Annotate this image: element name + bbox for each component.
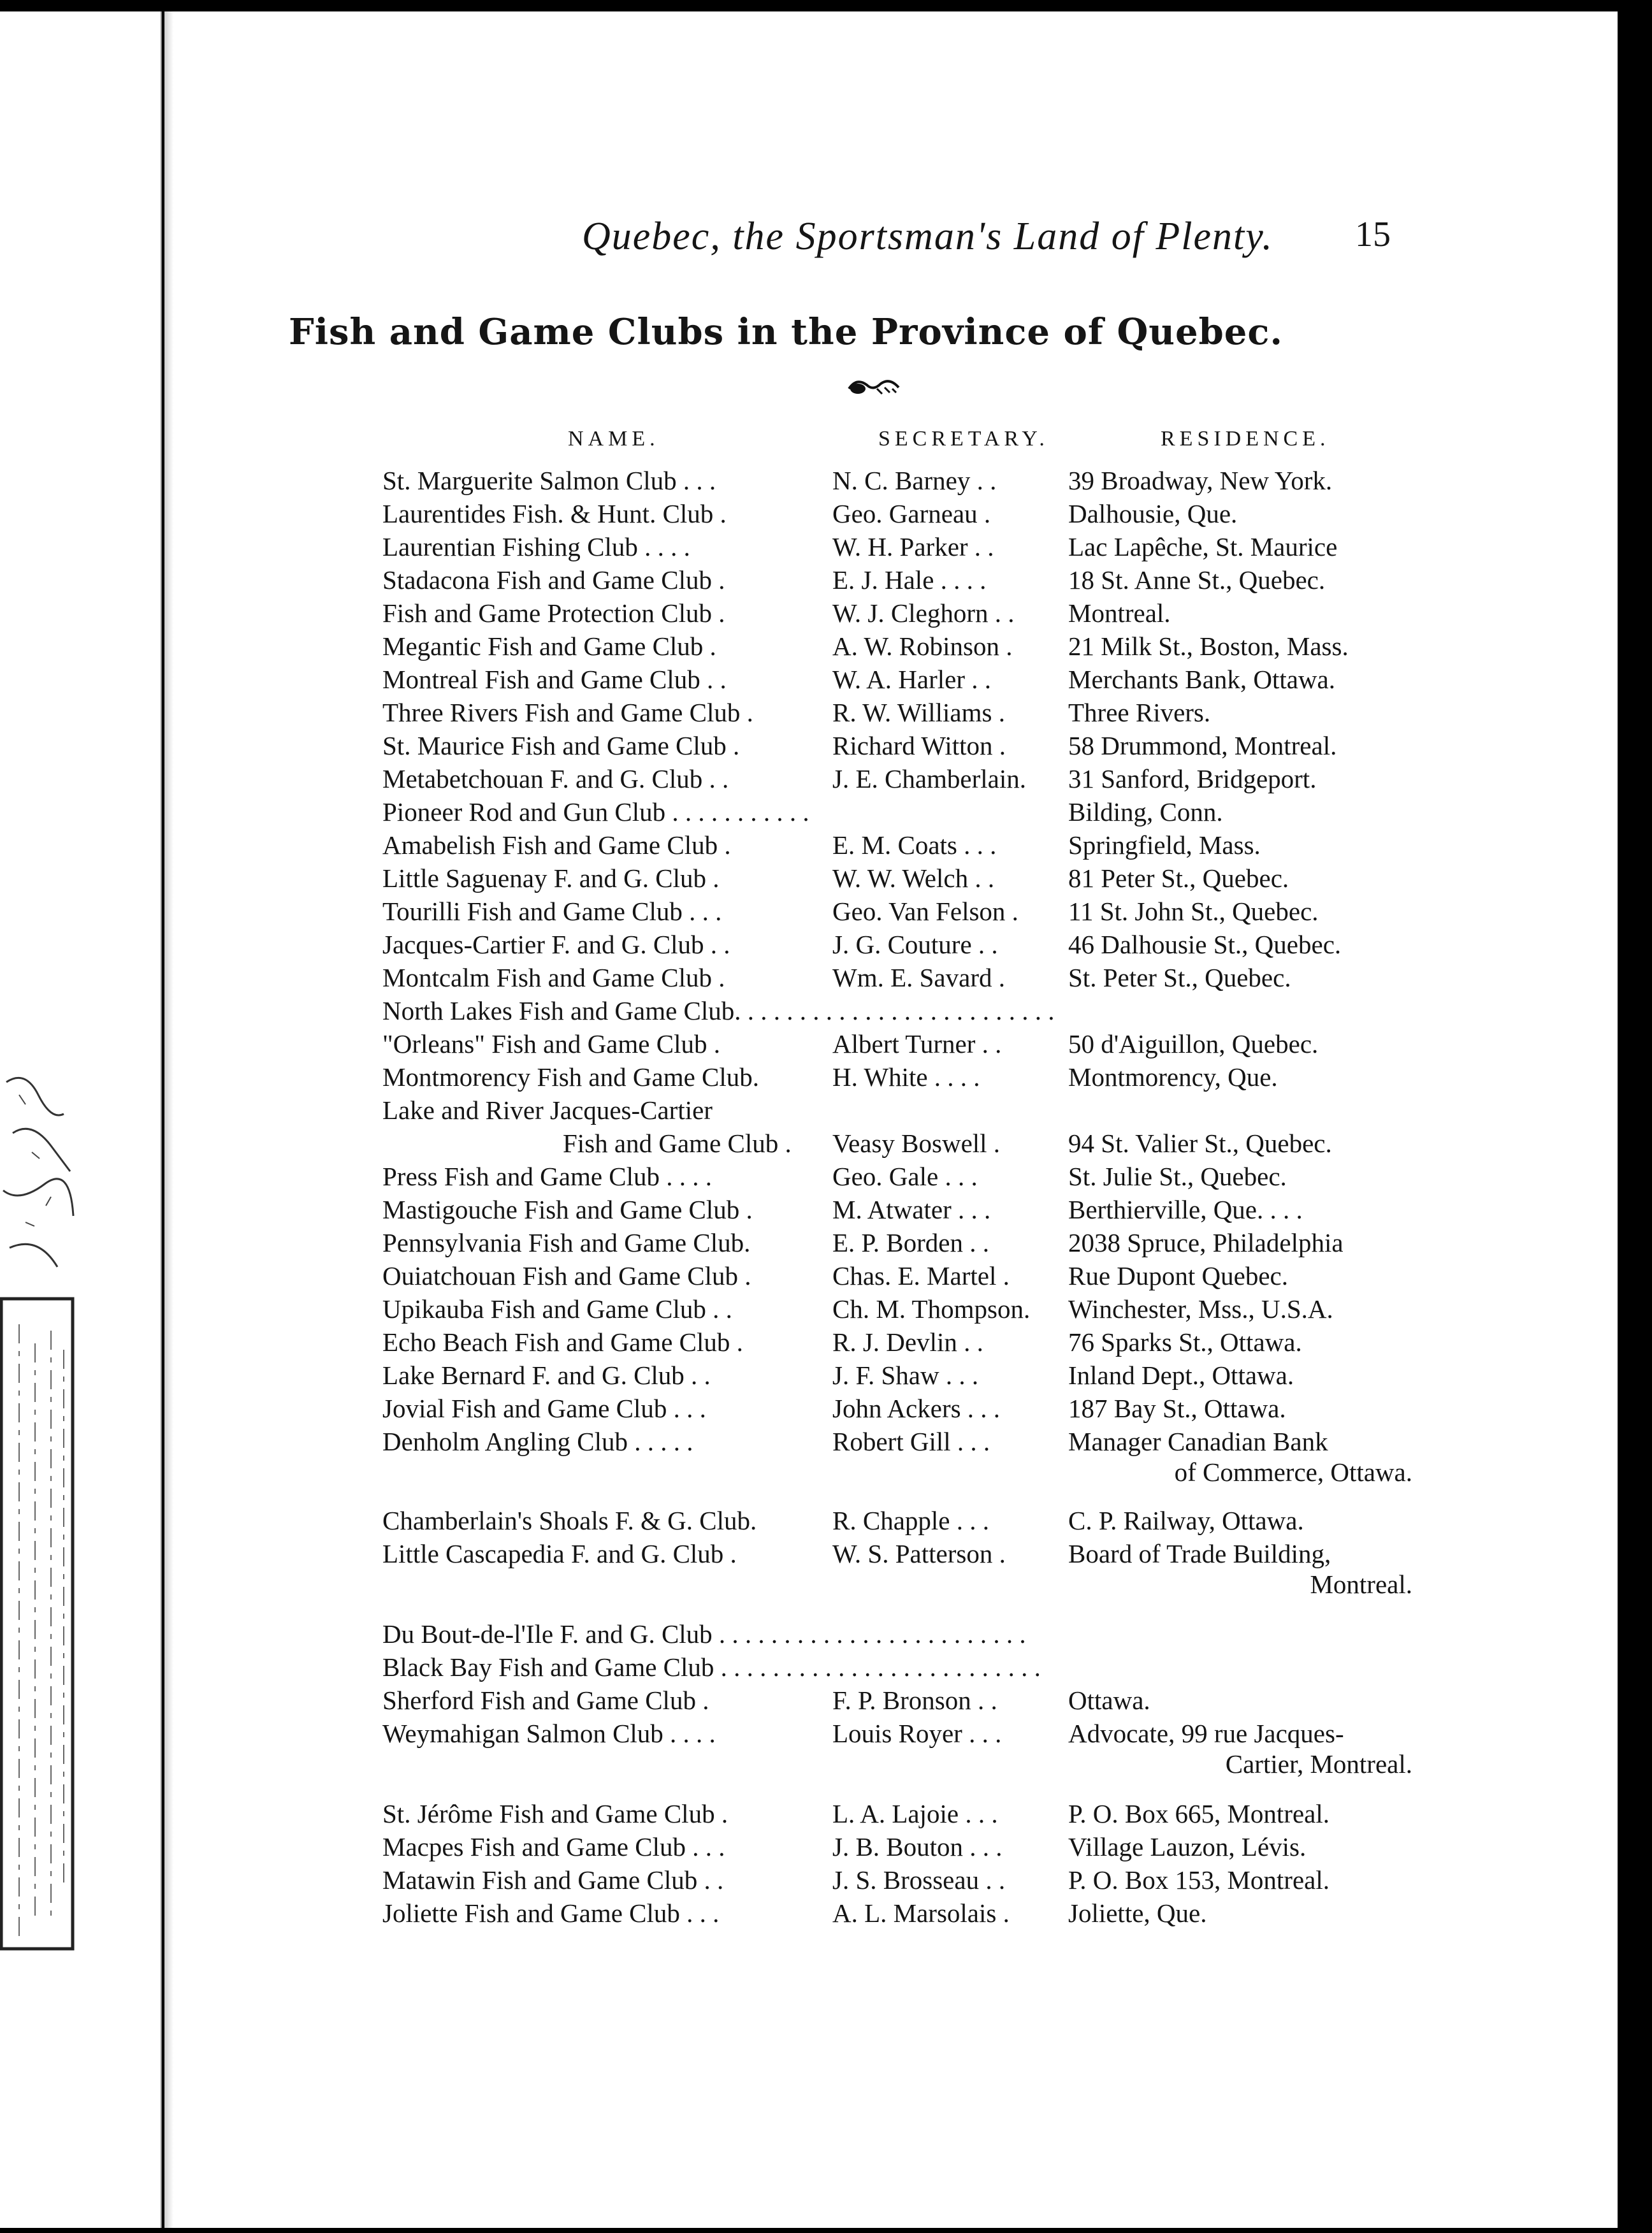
club-name: Mastigouche Fish and Game Club .	[382, 1195, 753, 1224]
club-name: Lake Bernard F. and G. Club . .	[382, 1361, 711, 1390]
table-row	[164, 1829, 1618, 1865]
table-row	[164, 1682, 1618, 1718]
residence-address: 50 d'Aiguillon, Quebec.	[1068, 1029, 1319, 1059]
secretary-name: Chas. E. Martel .	[832, 1261, 1010, 1290]
club-name: Echo Beach Fish and Game Club .	[382, 1327, 743, 1357]
residence-address: 94 St. Valier St., Quebec.	[1068, 1129, 1332, 1158]
residence-address: Montmorency, Que.	[1068, 1062, 1278, 1092]
residence-address: 31 Sanford, Bridgeport.	[1068, 764, 1317, 793]
club-name: Montreal Fish and Game Club . .	[382, 665, 727, 694]
residence-address: St. Julie St., Quebec.	[1068, 1162, 1287, 1191]
table-row	[164, 1649, 1618, 1685]
club-name: Ouiatchouan Fish and Game Club .	[382, 1261, 751, 1290]
secretary-name: L. A. Lajoie . . .	[832, 1799, 998, 1828]
residence-address: of Commerce, Ottawa.	[1174, 1457, 1412, 1487]
secretary-name: W. H. Parker . .	[832, 532, 994, 561]
club-name: Fish and Game Club .	[563, 1129, 792, 1158]
residence-address: Advocate, 99 rue Jacques-	[1068, 1719, 1344, 1748]
residence-address: Lac Lapêche, St. Maurice	[1068, 532, 1338, 561]
club-name: Stadacona Fish and Game Club .	[382, 565, 725, 595]
table-row	[164, 761, 1618, 797]
secretary-name: W. A. Harler . .	[832, 665, 991, 694]
table-row	[164, 728, 1618, 763]
table-row	[164, 661, 1618, 697]
column-header-residence: RESIDENCE.	[1161, 427, 1330, 451]
club-name: Jovial Fish and Game Club . . .	[382, 1394, 706, 1423]
club-name: Pennsylvania Fish and Game Club.	[382, 1228, 751, 1257]
residence-address: 2038 Spruce, Philadelphia	[1068, 1228, 1344, 1257]
table-row	[164, 463, 1618, 498]
running-title: Quebec, the Sportsman's Land of Plenty.	[582, 215, 1273, 258]
table-row	[164, 1092, 1618, 1128]
club-name: Upikauba Fish and Game Club . .	[382, 1294, 732, 1324]
club-name: Press Fish and Game Club . . . .	[382, 1162, 713, 1191]
secretary-name: E. M. Coats . . .	[832, 830, 997, 860]
residence-address: Montreal.	[1068, 598, 1171, 628]
secretary-name: E. J. Hale . . . .	[832, 565, 987, 595]
secretary-name: J. B. Bouton . . .	[832, 1832, 1003, 1861]
secretary-name: R. W. Williams .	[832, 698, 1005, 727]
residence-address: Inland Dept., Ottawa.	[1068, 1361, 1294, 1390]
table-row	[164, 695, 1618, 730]
secretary-name: Veasy Boswell .	[832, 1129, 1001, 1158]
residence-address: Board of Trade Building,	[1068, 1539, 1331, 1568]
table-row	[164, 1895, 1618, 1931]
club-name: Amabelish Fish and Game Club .	[382, 830, 731, 860]
club-name: Metabetchouan F. and G. Club . .	[382, 764, 729, 793]
secretary-name: H. White . . . .	[832, 1062, 980, 1092]
residence-address: Village Lauzon, Lévis.	[1068, 1832, 1307, 1861]
secretary-name: Geo. Gale . . .	[832, 1162, 978, 1191]
club-name: Laurentian Fishing Club . . . .	[382, 532, 690, 561]
residence-address: 46 Dalhousie St., Quebec.	[1068, 930, 1342, 959]
table-row	[164, 562, 1618, 598]
club-name: Black Bay Fish and Game Club . . . . . . . . . . . . . . . . . . . . . . . . .	[382, 1652, 1041, 1682]
secretary-name: N. C. Barney . .	[832, 466, 997, 495]
table-row	[164, 1616, 1618, 1652]
table-row	[164, 1059, 1618, 1095]
table-row	[164, 993, 1618, 1029]
secretary-name: R. J. Devlin . .	[832, 1327, 983, 1357]
secretary-name: Geo. Van Felson .	[832, 897, 1018, 926]
residence-address: P. O. Box 665, Montreal.	[1068, 1799, 1330, 1828]
club-name: North Lakes Fish and Game Club. . . . . . . . . . . . . . . . . . . . . . . . .	[382, 996, 1055, 1025]
club-name: Little Cascapedia F. and G. Club .	[382, 1539, 737, 1568]
club-name: "Orleans" Fish and Game Club .	[382, 1029, 720, 1059]
secretary-name: A. L. Marsolais .	[832, 1898, 1010, 1928]
club-name: Joliette Fish and Game Club . . .	[382, 1898, 720, 1928]
residence-address: P. O. Box 153, Montreal.	[1068, 1865, 1330, 1895]
page-number: 15	[1355, 215, 1391, 254]
table-row	[164, 1357, 1618, 1393]
table-row	[164, 860, 1618, 896]
margin-illustration-fragment	[0, 1057, 76, 1987]
residence-address: St. Peter St., Quebec.	[1068, 963, 1291, 992]
club-name: Weymahigan Salmon Club . . . .	[382, 1719, 716, 1748]
table-row	[164, 1796, 1618, 1832]
residence-address: Bilding, Conn.	[1068, 797, 1223, 827]
residence-address: Manager Canadian Bank	[1068, 1427, 1328, 1456]
table-row	[164, 1026, 1618, 1062]
secretary-name: John Ackers . . .	[832, 1394, 1001, 1423]
club-name: Megantic Fish and Game Club .	[382, 632, 716, 661]
club-name: Sherford Fish and Game Club .	[382, 1686, 709, 1715]
facing-page-edge	[0, 11, 162, 2228]
club-name: Chamberlain's Shoals F. & G. Club.	[382, 1506, 757, 1535]
residence-address: Merchants Bank, Ottawa.	[1068, 665, 1335, 694]
club-name: St. Marguerite Salmon Club . . .	[382, 466, 716, 495]
club-name: Montmorency Fish and Game Club.	[382, 1062, 760, 1092]
secretary-name: J. F. Shaw . . .	[832, 1361, 979, 1390]
table-row	[164, 1746, 1618, 1782]
residence-address: 58 Drummond, Montreal.	[1068, 731, 1337, 760]
secretary-name: J. S. Brosseau . .	[832, 1865, 1006, 1895]
club-name: Denholm Angling Club . . . . .	[382, 1427, 693, 1456]
secretary-name: Richard Witton .	[832, 731, 1006, 760]
table-row	[164, 827, 1618, 863]
club-name: Fish and Game Protection Club .	[382, 598, 725, 628]
residence-address: 81 Peter St., Quebec.	[1068, 864, 1289, 893]
residence-address: Winchester, Mss., U.S.A.	[1068, 1294, 1333, 1324]
table-row	[164, 1391, 1618, 1426]
club-name: Matawin Fish and Game Club . .	[382, 1865, 724, 1895]
secretary-name: Robert Gill . . .	[832, 1427, 990, 1456]
table-row	[164, 1258, 1618, 1294]
column-header-secretary: SECRETARY.	[878, 427, 1049, 451]
secretary-name: W. W. Welch . .	[832, 864, 995, 893]
table-row	[164, 794, 1618, 830]
secretary-name: Ch. M. Thompson.	[832, 1294, 1031, 1324]
table-row	[164, 628, 1618, 664]
club-name: Three Rivers Fish and Game Club .	[382, 698, 753, 727]
residence-address: 187 Bay St., Ottawa.	[1068, 1394, 1286, 1423]
secretary-name: Albert Turner . .	[832, 1029, 1002, 1059]
secretary-name: E. P. Borden . .	[832, 1228, 989, 1257]
club-name: Little Saguenay F. and G. Club .	[382, 864, 720, 893]
table-row	[164, 529, 1618, 565]
table-row	[164, 1566, 1618, 1602]
club-name: St. Jérôme Fish and Game Club .	[382, 1799, 728, 1828]
club-name: Laurentides Fish. & Hunt. Club .	[382, 499, 727, 528]
secretary-name: J. G. Couture . .	[832, 930, 998, 959]
residence-address: 76 Sparks St., Ottawa.	[1068, 1327, 1302, 1357]
table-row	[164, 595, 1618, 631]
residence-address: Ottawa.	[1068, 1686, 1150, 1715]
table-row	[164, 1454, 1618, 1490]
table-row	[164, 496, 1618, 531]
section-title: Fish and Game Clubs in the Province of Quebec.	[289, 311, 1283, 353]
residence-address: Berthierville, Que. . . .	[1068, 1195, 1303, 1224]
secretary-name: Louis Royer . . .	[832, 1719, 1002, 1748]
residence-address: Springfield, Mass.	[1068, 830, 1261, 860]
fleuron-ornament	[845, 375, 902, 400]
club-name: Pioneer Rod and Gun Club . . . . . . . . . . .	[382, 797, 809, 827]
residence-address: Rue Dupont Quebec.	[1068, 1261, 1288, 1290]
residence-address: C. P. Railway, Ottawa.	[1068, 1506, 1304, 1535]
column-header-name: NAME.	[568, 427, 660, 451]
secretary-name: F. P. Bronson . .	[832, 1686, 997, 1715]
residence-address: Three Rivers.	[1068, 698, 1211, 727]
secretary-name: W. J. Cleghorn . .	[832, 598, 1015, 628]
secretary-name: J. E. Chamberlain.	[832, 764, 1027, 793]
table-row	[164, 960, 1618, 995]
residence-address: Montreal.	[1310, 1570, 1412, 1599]
club-name: Du Bout-de-l'Ile F. and G. Club . . . . . . . . . . . . . . . . . . . . . . . .	[382, 1619, 1026, 1649]
table-row	[164, 1159, 1618, 1194]
table-row	[164, 1291, 1618, 1327]
secretary-name: W. S. Patterson .	[832, 1539, 1006, 1568]
secretary-name: A. W. Robinson .	[832, 632, 1013, 661]
residence-address: Joliette, Que.	[1068, 1898, 1207, 1928]
table-row	[164, 1503, 1618, 1538]
table-row	[164, 1192, 1618, 1227]
residence-address: 39 Broadway, New York.	[1068, 466, 1333, 495]
club-name: St. Maurice Fish and Game Club .	[382, 731, 740, 760]
table-row	[164, 1125, 1618, 1161]
table-row	[164, 1862, 1618, 1898]
table-row	[164, 927, 1618, 962]
club-name: Montcalm Fish and Game Club .	[382, 963, 725, 992]
residence-address: 18 St. Anne St., Quebec.	[1068, 565, 1326, 595]
secretary-name: Geo. Garneau .	[832, 499, 991, 528]
residence-address: 21 Milk St., Boston, Mass.	[1068, 632, 1349, 661]
club-name: Tourilli Fish and Game Club . . .	[382, 897, 722, 926]
secretary-name: Wm. E. Savard .	[832, 963, 1005, 992]
residence-address: Dalhousie, Que.	[1068, 499, 1238, 528]
residence-address: Cartier, Montreal.	[1225, 1749, 1412, 1779]
residence-address: 11 St. John St., Quebec.	[1068, 897, 1319, 926]
page	[164, 11, 1618, 2228]
table-row	[164, 893, 1618, 929]
club-name: Macpes Fish and Game Club . . .	[382, 1832, 725, 1861]
table-row	[164, 1324, 1618, 1360]
club-name: Jacques-Cartier F. and G. Club . .	[382, 930, 730, 959]
secretary-name: M. Atwater . . .	[832, 1195, 991, 1224]
table-row	[164, 1225, 1618, 1261]
club-name: Lake and River Jacques-Cartier	[382, 1095, 713, 1125]
secretary-name: R. Chapple . . .	[832, 1506, 989, 1535]
